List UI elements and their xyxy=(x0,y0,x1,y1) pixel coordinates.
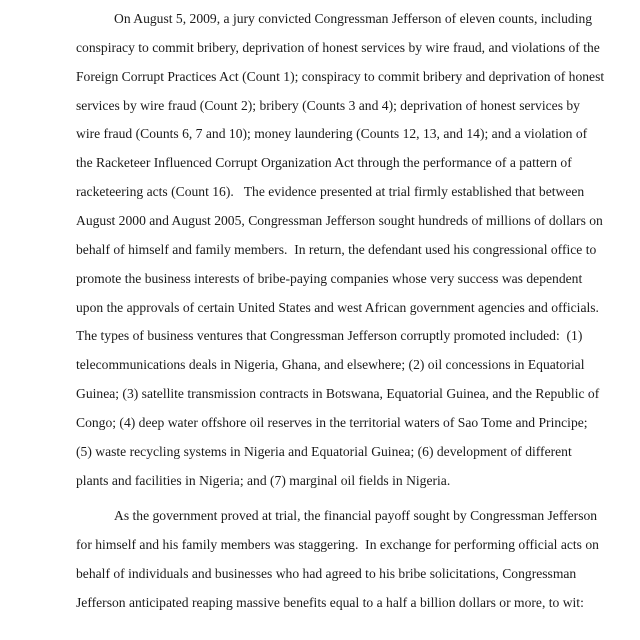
text-line: August 2000 and August 2005, Congressman Jefferson sought hundreds of millions of dollars on xyxy=(76,213,603,228)
text-line: As the government proved at trial, the financial payoff sought by Congressman Jefferson xyxy=(114,508,598,523)
text-line: The types of business ventures that Congressman Jefferson corruptly promoted included: (1) xyxy=(76,328,583,343)
text-line: behalf of himself and family members. In return, the defendant used his congressional office to xyxy=(76,242,597,257)
text-line: racketeering acts (Count 16). The evidence presented at trial firmly established that between xyxy=(76,184,585,199)
text-line: conspiracy to commit bribery, deprivation of honest services by wire fraud, and violations of the xyxy=(76,40,600,55)
text-line: promote the business interests of bribe-paying companies whose very success was dependent xyxy=(76,271,583,286)
text-line: Congo; (4) deep water offshore oil reserves in the territorial waters of Sao Tome and Principe; xyxy=(76,415,588,430)
text-line: for himself and his family members was staggering. In exchange for performing official acts on xyxy=(76,537,599,552)
text-line: upon the approvals of certain United States and west African government agencies and officials. xyxy=(76,300,599,315)
text-line: (5) waste recycling systems in Nigeria and Equatorial Guinea; (6) development of different xyxy=(76,444,572,459)
text-line: Jefferson anticipated reaping massive benefits equal to a half a billion dollars or more, to wit: xyxy=(76,595,584,610)
text-line: wire fraud (Counts 6, 7 and 10); money laundering (Counts 12, 13, and 14); and a violation of xyxy=(76,126,588,141)
text-line: telecommunications deals in Nigeria, Ghana, and elsewhere; (2) oil concessions in Equatorial xyxy=(76,357,585,372)
text-line: behalf of individuals and businesses who had agreed to his bribe solicitations, Congressman xyxy=(76,566,577,581)
text-line: plants and facilities in Nigeria; and (7) marginal oil fields in Nigeria. xyxy=(76,473,451,488)
text-line: the Racketeer Influenced Corrupt Organization Act through the performance of a pattern of xyxy=(76,155,572,170)
text-line: Guinea; (3) satellite transmission contracts in Botswana, Equatorial Guinea, and the Republic of xyxy=(76,386,600,401)
text-line: On August 5, 2009, a jury convicted Congressman Jefferson of eleven counts, including xyxy=(114,11,593,26)
text-line: Foreign Corrupt Practices Act (Count 1); conspiracy to commit bribery and deprivation of honest xyxy=(76,69,605,84)
text-line: services by wire fraud (Count 2); bribery (Counts 3 and 4); deprivation of honest services by xyxy=(76,98,580,113)
